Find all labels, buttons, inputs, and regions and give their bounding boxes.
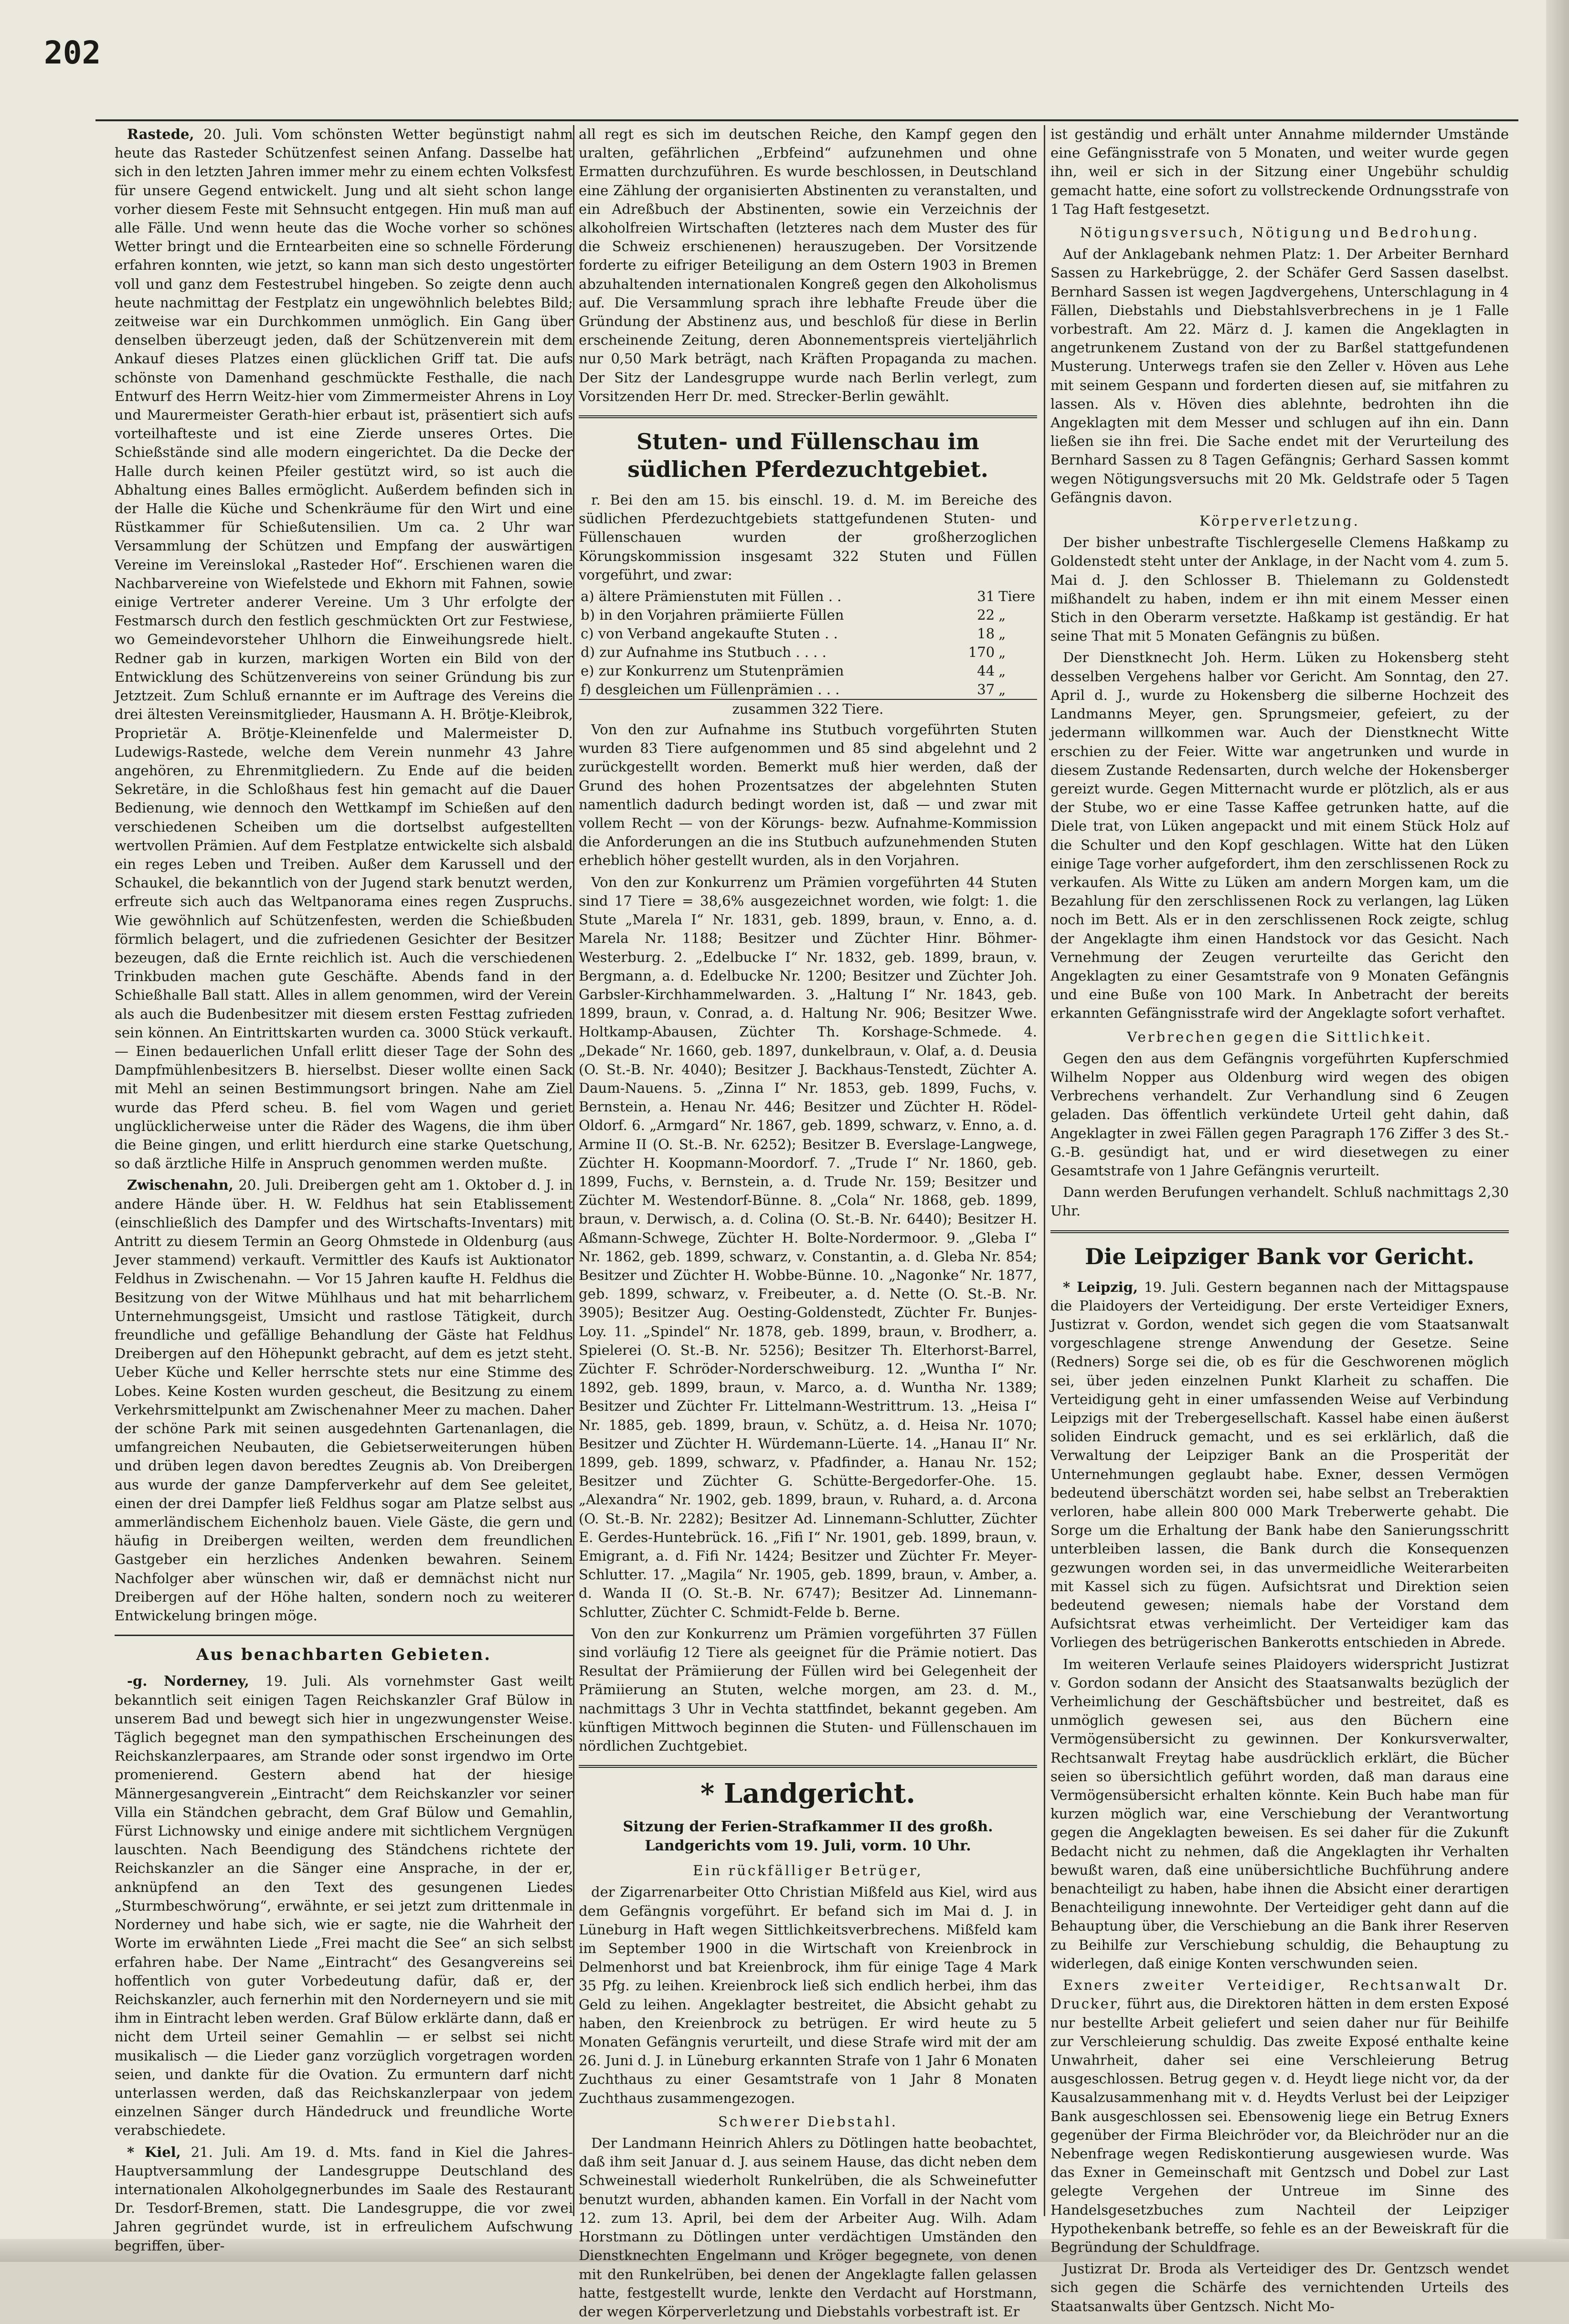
place-norderney: -g. Norderney, — [127, 1673, 249, 1690]
stats-label: e) zur Konkurrenz um Stutenprämien — [581, 663, 844, 679]
stats-unit: „ — [998, 607, 1006, 623]
case-title-noetigung: Nötigungsversuch, Nötigung und Bedrohung. — [1080, 224, 1480, 241]
article-norderney — [115, 1672, 573, 2140]
case-title-koerperverletzung: Körperverletzung. — [1199, 513, 1360, 529]
stats-total: zusammen 322 Tiere. — [579, 699, 1037, 718]
case-text-diebstahl-cont: ist geständig und erhält unter Annahme mildernder Umstände eine Gefängnisstrafe von 5 Monaten, und weiter wurde gegen ihn, weil er sich in der Sitzung einer Ungebühr schuldig gemacht hatte, eine sofort zu vollstreckende Ordnungsstrafe von 1 Tag Haft festgesetzt. — [1050, 126, 1509, 217]
leipzig-para-2: Im weiteren Verlaufe seines Plaidoyers widerspricht Justizrat v. Gordon sodann der Ansicht des Staatsanwalts bezüglich der Verheimlichung der Geschäftsbücher und bestreitet, daß es unmöglich gewesen sei, aus den Büchern eine Vermögensübersicht zu gewinnen. Der Konkursverwalter, Rechtsanwalt Freytag habe ausdrücklich erklärt, die Bücher seien so übersichtlich geführt worden, daß man daraus eine Vermögensübersicht erhalten könnte. Kein Buch habe man für kurzen möglich war, eine Verschiebung der Verantwortung gegen die Angeklagten beweisen. Es sei daher für die Zukunft Bedacht nicht zu nehmen, daß die Angeklagten ihr Verhalten bewußt waren, daß eine unübersichtliche Buchführung andere benachteiligt zu haben, habe ihnen die Absicht einer derartigen Benachteiligung innewohnte. Der Verteidiger geht dann auf die Behauptung über, die Verschiebung an die Bank ihrer Reserven zu Beihilfe zur Verschiebung schuldig, die Behauptung zu widerlegen, daß einige Konten verschwunden seien. — [1050, 1656, 1509, 1972]
case-title-betrueger: Ein rückfälliger Betrüger, — [693, 1862, 923, 1879]
case-text-noetigung: Auf der Anklagebank nehmen Platz: 1. Der Arbeiter Bernhard Sassen zu Harkebrügge, 2. der Schäfer Gerd Sassen daselbst. Bernhard Sassen ist wegen Jagdvergehens, Unterschlagung in 4 Fällen, Diebstahls und Diebstahlsverbrechens in je 1 Falle vorbestraft. Am 22. März d. J. kamen die Angeklagten in angetrunkenem Zustand von der zu Barßel stattgefundenen Musterung. Unterwegs trafen sie den Zeller v. Höven aus Lehe mit seinem Gespann und forderten diesen auf, sie mitfahren zu lassen. Als v. Höven dies ablehnte, bedrohten ihn die Angeklagten mit dem Messer und schlugen auf ihn ein. Dann ließen sie ihn frei. Die Sache endet mit der Verurteilung des Bernhard Sassen zu 8 Tagen Gefängnis; Gerhard Sassen kommt wegen Nötigungsversuchs mit 20 Mk. Geldstrafe oder 5 Tagen Gefängnis davon. — [1050, 246, 1509, 506]
stats-unit: „ — [998, 644, 1006, 661]
leipzig-para-3 — [1050, 1976, 1509, 2257]
separator — [579, 415, 1037, 418]
stats-value: 37 — [977, 681, 995, 698]
stats-label: b) in den Vorjahren prämiierte Füllen — [581, 607, 844, 623]
stats-row — [579, 662, 1037, 680]
scan-edge-right — [1546, 0, 1569, 2262]
separator — [115, 1635, 573, 1636]
stats-value: 31 — [977, 588, 995, 605]
column-1 — [115, 125, 573, 2258]
stats-label: c) von Verband angekaufte Stuten . . — [581, 625, 838, 642]
stats-label: f) desgleichen um Füllenprämien . . . — [581, 681, 840, 698]
stuten-para-2: Von den zur Aufnahme ins Stutbuch vorgeführten Stuten wurden 83 Tiere aufgenommen und 85 sind abgelehnt und 2 zurückgestellt worden. Bemerkt muß hier werden, daß der Grund des hohen Prozentsatzes der abgelehnten Stuten namentlich dadurch bedingt worden ist, daß — und zwar mit vollem Recht — von der Körungs- bezw. Aufnahme-Kommission die Anforderungen an die ins Stutbuch aufzunehmenden Stuten erheblich höher gestellt wurden, als in den Vorjahren. — [579, 721, 1037, 869]
stats-row — [579, 587, 1037, 606]
column-rule-2 — [1044, 125, 1045, 2216]
stats-row — [579, 624, 1037, 643]
text-zwischenahn: 20. Juli. Dreibergen geht am 1. Oktober d. J. in andere Hände über. H. W. Feldhus hat sein Etablissement (einschließlich des Dampfer und des Wirtschafts-Inventars) mit Antritt zu diesem Termin an Georg Ohmstede in Oldenburg (aus Jever stammend) verkauft. Vermittler des Kaufs ist Auktionator Feldhus in Zwischenahn. — Vor 15 Jahren kaufte H. Feldhus die Besitzung von der Witwe Mühlhaus und hat mit beharrlichem Unternehmungsgeist, Umsicht und rastlose Tätigkeit, durch freundliche und gefällige Behandlung der Gäste hat Feldhus Dreibergen auf den Höhepunkt gebracht, auf dem es jetzt steht. Ueber Küche und Keller herrschte stets nur eine Stimme des Lobes. Keine Kosten wurden gescheut, die Besitzung zu einem Verkehrsmittelpunkt am Zwischenahner Meer zu machen. Daher der schöne Park mit seinen ausgedehnten Gartenanlagen, die umfangreichen Neubauten, die Gebietserweiterungen hüben und drüben legen davon beredtes Zeugnis ab. Von Dreibergen aus wurde der ganze Dampferverkehr auf dem See geleitet, einen der drei Dampfer ließ Feldhus sogar am Platze selbst aus ammerländischem Eichenholz bauen. Viele Gäste, die gern und häufig in Dreibergen weilten, werden dem freundlichen Gastgeber ein herzliches Andenken bewahren. Seinem Nachfolger aber wünschen wir, daß er demnächst nicht nur Dreibergen auf der Höhe halten, sondern noch zu weiterer Entwickelung bringen möge. — [115, 1177, 573, 1624]
subheading-sitzung: Sitzung der Ferien-Strafkammer II des großh. Landgerichts vom 19. Juli, vorm. 10 Uhr. — [623, 1818, 993, 1855]
stats-value: 18 — [977, 625, 995, 642]
heading-leipziger-bank: Die Leipziger Bank vor Gericht. — [1085, 1243, 1474, 1269]
section-heading-neighbours: Aus benachbarten Gebieten. — [196, 1645, 492, 1665]
case-text-sittlichkeit: Gegen den aus dem Gefängnis vorgeführten Kupferschmied Wilhelm Nopper aus Oldenburg wird wegen des obigen Verbrechens verhandelt. Zur Verhandlung sind 6 Zeugen geladen. Das öffentlich verkündete Urteil geht dahin, daß Angeklagter in zwei Fällen gegen Paragraph 176 Ziffer 3 des St.-G.-B. gesündigt hat, und er wird diesetwegen zu einer Gesamtstrafe von 1 Jahre Gefängnis verurteilt. — [1050, 1050, 1509, 1179]
separator — [579, 1765, 1037, 1768]
case-text-berufungen: Dann werden Berufungen verhandelt. Schluß nachmittags 2,30 Uhr. — [1050, 1184, 1509, 1219]
article-rastede — [115, 125, 573, 1173]
stats-row — [579, 680, 1037, 699]
stuten-intro-text: Bei den am 15. bis einschl. 19. d. M. im Bereiche des südlichen Pferdezuchtgebiets stattgefundenen Stuten- und Füllenschauen wurden der großherzoglichen Körungskommission insgesamt 322 Stuten und Füllen vorgeführt, und zwar: — [579, 492, 1038, 583]
stats-unit: „ — [998, 663, 1006, 679]
place-rastede: Rastede, — [127, 126, 194, 142]
stats-value: 22 — [977, 607, 995, 623]
case-text-diebstahl: Der Landmann Heinrich Ahlers zu Dötlingen hatte beobachtet, daß ihm seit Januar d. J. aus seinem Hause, das dicht neben dem Schweinestall wiederholt Runkelrüben, die als Schweinefutter benutzt wurden, abhanden kamen. Ein Vorfall in der Nacht vom 12. zum 13. April, bei dem der Arbeiter Aug. Wilh. Adam Horstmann zu Dötlingen unter verdächtigen Umständen den Dienstknechten Engelmann und Kröger begegnete, von denen mit den Runkelrüben, bei denen der Angeklagte fallen gelassen hatte, festgestellt wurde, lenkte den Verdacht auf Horstmann, der wegen Körperverletzung und Diebstahls vorbestraft ist. Er — [579, 2135, 1037, 2320]
place-leipzig: * Leipzig, — [1063, 1278, 1138, 1295]
stuten-stats-table — [579, 587, 1037, 718]
column-rule-1 — [573, 125, 574, 2216]
stats-label: a) ältere Prämienstuten mit Füllen . . — [581, 588, 842, 605]
stuten-para-3: Von den zur Konkurrenz um Prämien vorgeführten 44 Stuten sind 17 Tiere = 38,6% ausgezeichnet worden, wie folgt: 1. die Stute „Marela I“ Nr. 1831, geb. 1899, braun, v. Enno, a. d. Marela Nr. 1188; Besitzer und Züchter Hinr. Böhmer-Westerburg. 2. „Edelbucke I“ Nr. 1832, geb. 1899, braun, v. Bergmann, a. d. Edelbucke Nr. 1200; Besitzer und Züchter Joh. Garbsler-Kirchhammelwarden. 3. „Haltung I“ Nr. 1843, geb. 1899, braun, v. Conrad, a. d. Haltung Nr. 906; Besitzer Wwe. Holtkamp-Abausen, Züchter Th. Korshage-Schmede. 4. „Dekade“ Nr. 1660, geb. 1897, dunkelbraun, v. Olaf, a. d. Deusia (O. St.-B. Nr. 4040); Besitzer J. Backhaus-Tenstedt, Züchter A. Daum-Nauens. 5. „Zinna I“ Nr. 1853, geb. 1899, Fuchs, v. Bernstein, a. Henau Nr. 446; Besitzer und Züchter H. Rödel-Oldorf. 6. „Armgard“ Nr. 1867, geb. 1899, schwarz, v. Enno, a. d. Armine II (O. St.-B. Nr. 6252); Besitzer B. Everslage-Langwege, Züchter H. Koopmann-Moordorf. 7. „Trude I“ Nr. 1860, geb. 1899, Fuchs, v. Bernstein, a. d. Trude Nr. 159; Besitzer und Züchter M. Westendorf-Bünne. 8. „Cola“ Nr. 1868, geb. 1899, braun, v. Derwisch, a. d. Colina (O. St.-B. Nr. 6440); Besitzer H. Aßmann-Schwege, Züchter H. Bolte-Nordermoor. 9. „Gleba I“ Nr. 1862, geb. 1899, schwarz, v. Constantin, a. d. Gleba Nr. 854; Besitzer und Züchter H. Wobbe-Bünne. 10. „Nagonke“ Nr. 1877, geb. 1899, schwarz, v. Freibeuter, a. d. Nette (O. St.-B. Nr. 3905); Besitzer Aug. Oesting-Goldenstedt, Züchter Fr. Bunjes-Loy. 11. „Spindel“ Nr. 1878, geb. 1899, braun, v. Brodherr, a. Spielerei (O. St.-B. Nr. 5256); Besitzer Th. Elterhorst-Barrel, Züchter F. Schröder-Norderschweiburg. 12. „Wuntha I“ Nr. 1892, geb. 1899, braun, v. Marco, a. d. Wuntha Nr. 1389; Besitzer und Züchter Fr. Littelmann-Westrittrum. 13. „Heisa I“ Nr. 1885, geb. 1899, braun, v. Schütz, a. d. Heisa Nr. 1070; Besitzer und Züchter H. Würdemann-Lüerte. 14. „Hanau II“ Nr. 1899, geb. 1899, schwarz, v. Pfadfinder, a. Hanau Nr. 152; Besitzer und Züchter G. Schütte-Bergedorfer-Ohe. 15. „Alexandra“ Nr. 1902, geb. 1899, braun, v. Ruhard, a. d. Arcona (O. St.-B. Nr. 2282); Besitzer Ad. Linnemann-Schlutter, Züchter E. Gerdes-Huntebrück. 16. „Fifi I“ Nr. 1901, geb. 1899, braun, v. Emigrant, a. d. Fifi Nr. 1424; Besitzer und Züchter Fr. Meyer-Schlutter. 17. „Magila“ Nr. 1905, geb. 1899, braun, v. Amber, a. d. Wanda II (O. St.-B. Nr. 6747); Besitzer Ad. Linnemann-Schlutter, Züchter C. Schmidt-Felde b. Berne. — [579, 874, 1037, 1620]
text-kiel: 21. Juli. Am 19. d. Mts. fand in Kiel die Jahres-Hauptversammlung der Landesgruppe Deutschland des internationalen Alkoholgegnerbundes im Saale des Restaurant Dr. Tesdorf-Bremen, statt. Die Landesgruppe, die vor zwei Jahren gegründet wurde, ist in erfreulichem Aufschwung begriffen, über- — [115, 2144, 573, 2254]
stats-total-row — [579, 699, 1037, 718]
leipzig-text-1: 19. Juli. Gestern begannen nach der Mittagspause die Plaidoyers der Verteidigung. Der erste Verteidiger Exners, Justizrat v. Gordon, wendet sich gegen die vom Staatsanwalt vorgeschlagene strenge Anwendung der Gesetze. Seine (Redners) Sorge sei die, ob es für die Geschworenen möglich sei, über jeden einzelnen Punkt Klarheit zu schaffen. Die Verteidigung geht in einer umfassenden Weise auf Verbindung Leipzigs mit der Trebergesellschaft. Kassel habe einen äußerst soliden Eindruck gemacht, und es sei erklärlich, daß die Verwaltung der Leipziger Bank an die Prosperität der Unternehmungen geglaubt habe. Exner, dessen Vermögen bedeutend überschätzt worden sei, habe selbst an Treberaktien verloren, habe allein 800 000 Mark Treberwerte gehabt. Die Sorge um die Erhaltung der Bank habe den Sanierungsschritt unterbleiben lassen, die Bank durch die Konsequenzen gezwungen worden sei, in das unvermeidliche Weiterarbeiten mit Kassel sich zu fügen. Aufsichtsrat und Direktion seien bedeutend gewesen; niemals habe der Vorstand dem Aufsichtsrat etwas verheimlicht. Der Verteidiger kam das Vorliegen des betrügerischen Bankerotts entschieden in Abrede. — [1050, 1278, 1509, 1651]
leipzig-text-3: führt aus, die Direktoren hätten in dem ersten Exposé nur bestellte Arbeit geliefert und seien daher nur für Beihilfe zur Verschleierung schuldig. Das zweite Exposé enthalte keine Unwahrheit, daher sei eine Verschleierung Betrug ausgeschlossen. Betrug gegen v. d. Heydt liege nicht vor, da der Kausalzusammenhang mit v. d. Heydts Verlust bei der Leipziger Bank ausgeschlossen sei. Ebensowenig liege ein Betrug Exners gegenüber der Firma Bleichröder vor, da Bleichröder nur an die Nebenfrage wegen Rediskontierung ausgewiesen wurde. Was das Exner in Gemeinschaft mit Gentzsch und Dobel zur Last gelegte Vergehen der Untreue im Sinne des Handelsgesetzbuches zum Nachteil der Leipziger Hypothekenbank betreffe, so fehle es an der Beweiskraft für die Begründung der Schuldfrage. — [1050, 1996, 1509, 2255]
stuten-intro-sign: r. — [591, 492, 601, 508]
top-rule — [95, 119, 1518, 121]
stats-row — [579, 643, 1037, 662]
leipzig-para-4: Justizrat Dr. Broda als Verteidiger des Dr. Gentzsch wendet sich gegen die Schärfe des vernichtenden Urteils des Staatsanwalts über Gentzsch. Nicht Mo- — [1050, 2261, 1509, 2314]
page-number: 202 — [44, 34, 101, 71]
article-kiel — [115, 2143, 573, 2255]
stuten-intro — [579, 491, 1037, 584]
stats-value: 44 — [977, 663, 995, 679]
case-text-lueken: Der Dienstknecht Joh. Herm. Lüken zu Hokensberg steht desselben Vergehens halber vor Gericht. Am Sonntag, den 27. April d. J., wurde zu Hokensberg die silberne Hochzeit des Landmanns Meyer, gen. Sprungsmeier, gefeiert, zu der jedermann willkommen war. Auch der Dienstknecht Witte erschien zu der Feier. Witte war angetrunken und wurde in diesem Zustande Redensarten, durch welche der Hokensberger gereizt wurde. Gegen Mitternacht wurde er plötzlich, als er aus der Stube, wo er eine Tasse Kaffee getrunken hatte, auf die Diele trat, von Lüken angepackt und mit einem Stück Holz auf die Schulter und den Kopf geschlagen. Witte hat den Lüken einige Tage vorher aufgefordert, ihm den zerschlissenen Rock zu verkaufen. Als Witte zu Lüken am andern Morgen kam, um die Bezahlung für den zerschlissenen Rock zu verlangen, lag Lüken noch im Bett. Als er in den zerschlissenen Rock zeigte, schlug der Angeklagte ihm einen Handstock vor das Gesicht. Nach Vernehmung der Zeugen verurteilte das Gericht den Angeklagten zu einer Gesamtstrafe von 9 Monaten Gefängnis und eine Buße von 100 Mark. In Anbetracht der bereits erkannten Gefängnisstrafe wird der Angeklagte sofort verhaftet. — [1050, 649, 1509, 1022]
article-zwischenahn — [115, 1176, 573, 1625]
stats-value: 170 — [968, 644, 995, 661]
case-text-betrueger: der Zigarrenarbeiter Otto Christian Mißfeld aus Kiel, wird aus dem Gefängnis vorgeführt. Er befand sich im Mai d. J. in Lüneburg in Haft wegen Sittlichkeitsverbrechens. Mißfeld kam im September 1900 in die Wirtschaft von Kreienbrock in Delmenhorst und bat Kreienbrock, ihm für einige Tage 4 Mark 35 Pfg. zu leihen. Kreienbrock ließ sich endlich herbei, ihm das Geld zu leihen. Angeklagter bestreitet, die Absicht gehabt zu haben, den Kreienbrock zu betrügen. Er wird heute zu 5 Monaten Gefängnis verurteilt, und diese Strafe wird mit der am 26. Juni d. J. in Lüneburg erkannten Strafe von 1 Jahr 6 Monaten Zuchthaus zu einer Gesamtstrafe von 1 Jahr 8 Monaten Zuchthaus zusammengezogen. — [579, 1884, 1037, 2106]
place-zwischenahn: Zwischenahn, — [127, 1177, 233, 1194]
case-text-koerperverletzung: Der bisher unbestrafte Tischlergeselle Clemens Haßkamp zu Goldenstedt steht unter der Anklage, in der Nacht vom 4. zum 5. Mai d. J. den Schlosser B. Thielemann zu Goldenstedt mißhandelt zu haben, indem er ihn mit einem Messer einen Stich in den Oberarm versetzte. Haßkamp ist geständig. Er hat seine That mit 5 Monaten Gefängnis zu büßen. — [1050, 534, 1509, 644]
leipzig-para-1 — [1050, 1278, 1509, 1652]
heading-stuten: Stuten- und Füllenschau im südlichen Pferdezuchtgebiet. — [627, 429, 988, 483]
column-3 — [1050, 125, 1509, 2319]
article-kiel-cont: all regt es sich im deutschen Reiche, den Kampf gegen den uralten, gefährlichen „Erbfeind“ aufzunehmen und ohne Ermatten durchzuführen. Es wurde beschlossen, in Deutschland eine Zählung der organisierten Abstinenten zu veranstalten, und ein Adreßbuch der Abstinenten, sowie ein Verzeichnis der alkoholfreien Wirtschaften (letzteres nach dem Muster des für die Schweiz erschienenen) herauszugeben. Der Vorsitzende forderte zu eifriger Beteiligung an dem Ostern 1903 in Bremen abzuhaltenden internationalen Kongreß gegen den Alkoholismus auf. Die Versammlung sprach ihre lebhafte Freude über die Gründung der Abstinenz aus, und beschloß für diese in Berlin erscheinende Zeitung, deren Abonnementspreis vierteljährlich nur 0,50 Mark beträgt, nach Kräften Propaganda zu machen. Der Sitz der Landesgruppe wurde nach Berlin verlegt, zum Vorsitzenden Herr Dr. med. Strecker-Berlin gewählt. — [579, 126, 1037, 404]
leipzig-p3-lead: Exners zweiter Verteidiger, Rechtsanwalt Dr. Drucker, — [1050, 1977, 1509, 2012]
place-kiel: * Kiel, — [127, 2144, 181, 2160]
text-rastede: 20. Juli. Vom schönsten Wetter begünstigt nahm heute das Rasteder Schützenfest seinen Anfang. Dasselbe hat sich in den letzten Jahren immer mehr zu einem echten Volksfest für unsere Gegend entwickelt. Jung und alt sieht schon lange vorher diesem Feste mit Sehnsucht entgegen. Hin muß man auf alle Fälle. Und wenn heute das die Woche vorher so schönes Wetter bringt und die Erntearbeiten eine so schnelle Förderung erfahren konnten, wie jetzt, so kann man sich desto ungestörter voll und ganz dem Festestrubel hingeben. So zeigte denn auch heute nachmittag der Festplatz ein ungewöhnlich belebtes Bild; zeitweise war ein Durchkommen unmöglich. Ein Gang über denselben überzeugt jeden, daß der Schützenverein mit dem Ankauf dieses Platzes einen glücklichen Griff tat. Die aufs schönste von Damenhand geschmückte Festhalle, die nach Entwurf des Herrn Weitz-hier vom Zimmermeister Ahrens in Loy und Maurermeister Gerath-hier erbaut ist, präsentiert sich aufs vorteilhafteste und ist eine Zierde unseres Ortes. Die Schießstände sind alle modern eingerichtet. Da die Decke der Halle durch keinen Pfeiler gestützt wird, so ist auch die Abhaltung eines Balles ermöglicht. Außerdem befinden sich in der Halle die Küche und Schenkräume für den Wirt und eine Rüstkammer für Schießutensilien. Um ca. 2 Uhr war Versammlung der Schützen und Empfang der auswärtigen Vereine im Vereinslokal „Rasteder Hof“. Erschienen waren die Nachbarvereine von Wiefelstede und Ekhorn mit Fahnen, sowie einige Vertreter anderer Vereine. Um 3 Uhr erfolgte der Festmarsch durch den festlich geschmückten Ort zur Festwiese, wo Gemeindevorsteher Uhlhorn die Einweihungsrede hielt. Redner gab in kurzen, markigen Worten ein Bild von der Entwicklung des Schützenvereins von seiner Gründung bis zur Jetztzeit. Zum Schluß ernannte er im Auftrage des Vereins die drei ältesten Vereinsmitglieder, Hausmann A. H. Brötje-Kleibrok, Proprietär A. Brötje-Kleinenfelde und Malermeister D. Ludewigs-Rastede, welche dem Verein nunmehr 43 Jahre angehören, zu Ehrenmitgliedern. Zu Ende auf die beiden Sekretäre, in die Schloßhaus fest hin gemacht auf die Dauer Bedienung, wie dennoch den Wettkampf im Schießen auf den verschiedenen Scheiben um die dortselbst aufgestellten wertvollen Prämien. Auf dem Festplatze entwickelte sich alsbald ein reges Leben und Treiben. Außer dem Karussell und der Schaukel, die bekanntlich von der Jugend stark benutzt werden, erfreute sich auch das Weltpanorama eines regen Zuspruchs. Wie gewöhnlich auf Schützenfesten, werden die Schießbuden förmlich belagert, und die zufriedenen Gesichter der Besitzer bezeugen, daß die Ernte reichlich ist. Auch die verschiedenen Trinkbuden machen gute Geschäfte. Abends fand in der Schießhalle Ball statt. Alles in allem genommen, wird der Verein als auch die Budenbesitzer mit diesem ersten Festtag zufrieden sein können. An Eintrittskarten wurden ca. 3000 Stück verkauft. — Einen bedauerlichen Unfall erlitt dieser Tage der Sohn des Dampfmühlenbesitzers B. hierselbst. Dieser wollte einen Sack mit Mehl an seinen Bestimmungsort bringen. Nahe am Ziel wurde das Pferd scheu. B. fiel vom Wagen und geriet unglücklicherweise unter die Räder des Wagens, die ihm über die Beine gingen, und erlitt hierdurch eine starke Quetschung, so daß ärztliche Hilfe in Anspruch genommen werden mußte. — [115, 126, 573, 1172]
case-title-diebstahl: Schwerer Diebstahl. — [718, 2113, 898, 2130]
stats-row — [579, 606, 1037, 624]
stats-unit: Tiere — [998, 588, 1035, 605]
stuten-para-4: Von den zur Konkurrenz um Prämien vorgeführten 37 Füllen sind vorläufig 12 Tiere als geeignet für die Prämie notiert. Das Resultat der Prämiierung der Füllen wird bei Gelegenheit der Prämiierung an Stuten, welche morgen, am 23. d. M., nachmittags 3 Uhr in Vechta stattfindet, bekannt gegeben. Am künftigen Mittwoch beginnen die Stuten- und Füllenschauen im nördlichen Zuchtgebiet. — [579, 1625, 1037, 1754]
stats-label: d) zur Aufnahme ins Stutbuch . . . . — [581, 644, 827, 661]
stats-unit: „ — [998, 681, 1006, 698]
text-norderney: 19. Juli. Als vornehmster Gast weilt bekanntlich seit einigen Tagen Reichskanzler Graf Bülow in unserem Bad und bewegt sich hier in ungezwungenster Weise. Täglich begegnet man den sympathischen Erscheinungen des Reichskanzlerpaares, am Strande oder sonst irgendwo im Orte promenierend. Gestern abend hat der hiesige Männergesangverein „Eintracht“ dem Reichskanzler vor seiner Villa ein Ständchen gebracht, dem Graf Bülow und Gemahlin, Fürst Lichnowsky und einige andere mit sichtlichem Vergnügen lauschten. Nach Beendigung des Ständchens richtete der Reichskanzler an die Sänger eine Ansprache, in der er, anknüpfend an den Text des gesungenen Liedes „Sturmbeschwörung“, erwähnte, er sei jetzt zum drittenmale in Norderney und habe sich, wie er sagte, nie die Wahrheit der Worte im erwähnten Liede „Frei macht die See“ an sich selbst erfahren habe. Der Name „Eintracht“ des Gesangvereins sei hoffentlich von guter Vorbedeutung dafür, daß er, der Reichskanzler, auch fernerhin mit den Norderneyern und sie mit ihm in Eintracht leben werden. Graf Bülow erklärte dann, daß er nicht dem Urteil seiner Gemahlin — er selbst sei nicht musikalisch — die Lieder ganz vorzüglich vorgetragen worden seien, und dankte für die Ovation. Zu ermuntern darf nicht unterlassen werden, daß das Reichskanzlerpaar von jedem einzelnen Sänger durch Händedruck und freundliche Worte verabschiedete. — [115, 1673, 573, 2139]
column-2 — [579, 125, 1037, 2324]
separator — [1050, 1230, 1509, 1233]
case-title-sittlichkeit: Verbrechen gegen die Sittlichkeit. — [1127, 1028, 1432, 1045]
stats-unit: „ — [998, 625, 1006, 642]
heading-landgericht: * Landgericht. — [700, 1778, 916, 1810]
